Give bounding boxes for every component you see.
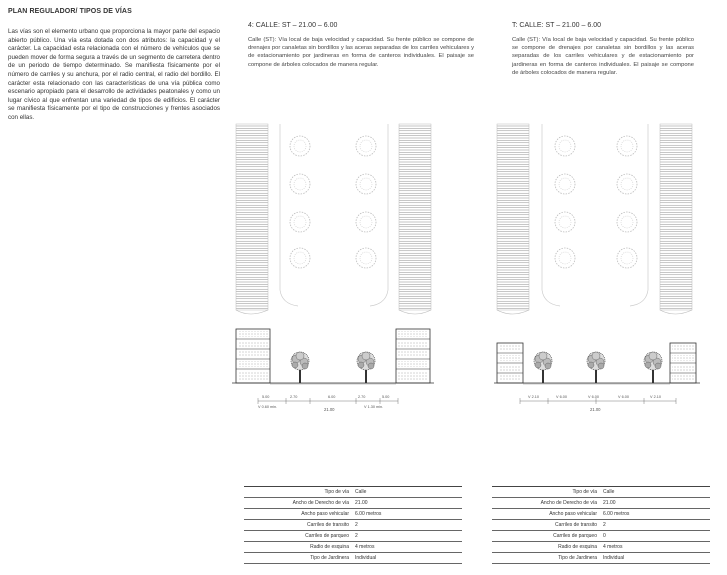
dim-1-a: 5.00 bbox=[262, 395, 270, 399]
spec-value: 2 bbox=[352, 531, 462, 542]
spec-key: Radio de esquina bbox=[492, 542, 600, 553]
spec-value: 6.00 metros bbox=[600, 509, 710, 520]
spec-key: Radio de esquina bbox=[244, 542, 352, 553]
spec-value: 2 bbox=[600, 520, 710, 531]
street-type-2-title: T: CALLE: ST – 21.00 – 6.00 bbox=[512, 22, 601, 29]
spec-value: Individual bbox=[352, 553, 462, 564]
street-type-1-title: 4: CALLE: ST – 21.00 – 6.00 bbox=[248, 22, 338, 29]
spec-key: Carriles de transito bbox=[492, 520, 600, 531]
street-type-1-description: Calle (ST): Vía local de baja velocidad y capacidad. Su frente público se compone de drenajes por canaletas sin bordillos y las aceras separadas de los carriles vehiculares y de estacionamiento por jardineras en forma de canteros individuales. El paisaje se compone de árboles colocados de manera regular. bbox=[248, 37, 474, 68]
dim-2-b: V 6.00 bbox=[556, 395, 567, 399]
table-row bbox=[492, 520, 710, 531]
street-type-2-description: Calle (ST): Vía local de baja velocidad y capacidad. Su frente público se compone de drenajes por canaletas sin bordillos y las aceras separadas de los carriles vehiculares y de estacionamiento por jardineras en forma de canteros individuales. El paisaje se compone de árboles colocados de manera regular. bbox=[512, 37, 694, 76]
dim-1-e: 5.00 bbox=[382, 395, 390, 399]
street-1-section bbox=[232, 329, 434, 404]
table-row bbox=[244, 509, 462, 520]
spec-key: Carriles de parqueo bbox=[492, 531, 600, 542]
dim-1-left: V 0.60 min. bbox=[258, 405, 278, 409]
table-row bbox=[492, 553, 710, 564]
spec-value: 2 bbox=[352, 520, 462, 531]
dim-2-d: V 6.00 bbox=[618, 395, 629, 399]
spec-value: 21.00 bbox=[352, 498, 462, 509]
spec-value: Calle bbox=[600, 487, 710, 498]
page-title: PLAN REGULADOR/ TIPOS DE VÍAS bbox=[8, 8, 132, 15]
spec-key: Carriles de parqueo bbox=[244, 531, 352, 542]
spec-key: Tipo de Jardinera bbox=[492, 553, 600, 564]
street-1-plan bbox=[236, 124, 431, 314]
spec-value: 4 metros bbox=[352, 542, 462, 553]
dim-1-d: 2.70 bbox=[358, 395, 366, 399]
spec-key: Ancho paso vehicular bbox=[492, 509, 600, 520]
dim-1-c: 6.00 bbox=[328, 395, 336, 399]
table-row bbox=[244, 531, 462, 542]
spec-value: 4 metros bbox=[600, 542, 710, 553]
spec-value: 0 bbox=[600, 531, 710, 542]
spec-key: Ancho paso vehicular bbox=[244, 509, 352, 520]
table-row bbox=[244, 542, 462, 553]
street-2-plan bbox=[497, 124, 692, 314]
street-2-spec-table bbox=[492, 486, 710, 564]
spec-key: Tipo de vía bbox=[244, 487, 352, 498]
intro-paragraph: Las vías son el elemento urbano que proporciona la mayor parte del espacio abierto público. Una vía esta dotada con dos atributos: la capacidad y el carácter. La capacidad esta relacionada con el número de vehículos que se pueden mover de forma segura a través de un segmento de carretera dentro de un periodo de tiempo determinado. Se manifiesta físicamente por el número de carriles y su anchura, por el radio central, el radio del bordillo. El carácter esta relacionado con las características de una vía pública como escenario apropiado para el desarrollo de actividades peatonales y como un lugar cívico al que enfrentan una variedad de tipos de edificios. El carácter se manifiesta físicamente por el tipo de construcciones y frentes asociados con ellas. bbox=[8, 28, 220, 121]
table-row bbox=[492, 509, 710, 520]
spec-key: Carriles de transito bbox=[244, 520, 352, 531]
dim-1-total: 21.00 bbox=[324, 407, 335, 412]
dim-2-total: 21.00 bbox=[590, 407, 601, 412]
dim-1-right: V 1.30 min. bbox=[364, 405, 384, 409]
table-row bbox=[492, 531, 710, 542]
spec-key: Ancho de Derecho de vía bbox=[244, 498, 352, 509]
street-1-spec-table bbox=[244, 486, 462, 564]
dim-2-a: V 2.10 bbox=[528, 395, 539, 399]
spec-value: 21.00 bbox=[600, 498, 710, 509]
table-row bbox=[492, 542, 710, 553]
spec-value: Individual bbox=[600, 553, 710, 564]
table-row bbox=[492, 487, 710, 498]
dim-2-c: V 6.00 bbox=[588, 395, 599, 399]
spec-value: Calle bbox=[352, 487, 462, 498]
spec-value: 6.00 metros bbox=[352, 509, 462, 520]
table-row bbox=[244, 498, 462, 509]
dim-1-b: 2.70 bbox=[290, 395, 298, 399]
table-row bbox=[244, 520, 462, 531]
spec-key: Ancho de Derecho de vía bbox=[492, 498, 600, 509]
spec-key: Tipo de vía bbox=[492, 487, 600, 498]
table-row bbox=[244, 487, 462, 498]
dim-2-e: V 2.10 bbox=[650, 395, 661, 399]
table-row bbox=[244, 553, 462, 564]
table-row bbox=[492, 498, 710, 509]
spec-key: Tipo de Jardinera bbox=[244, 553, 352, 564]
